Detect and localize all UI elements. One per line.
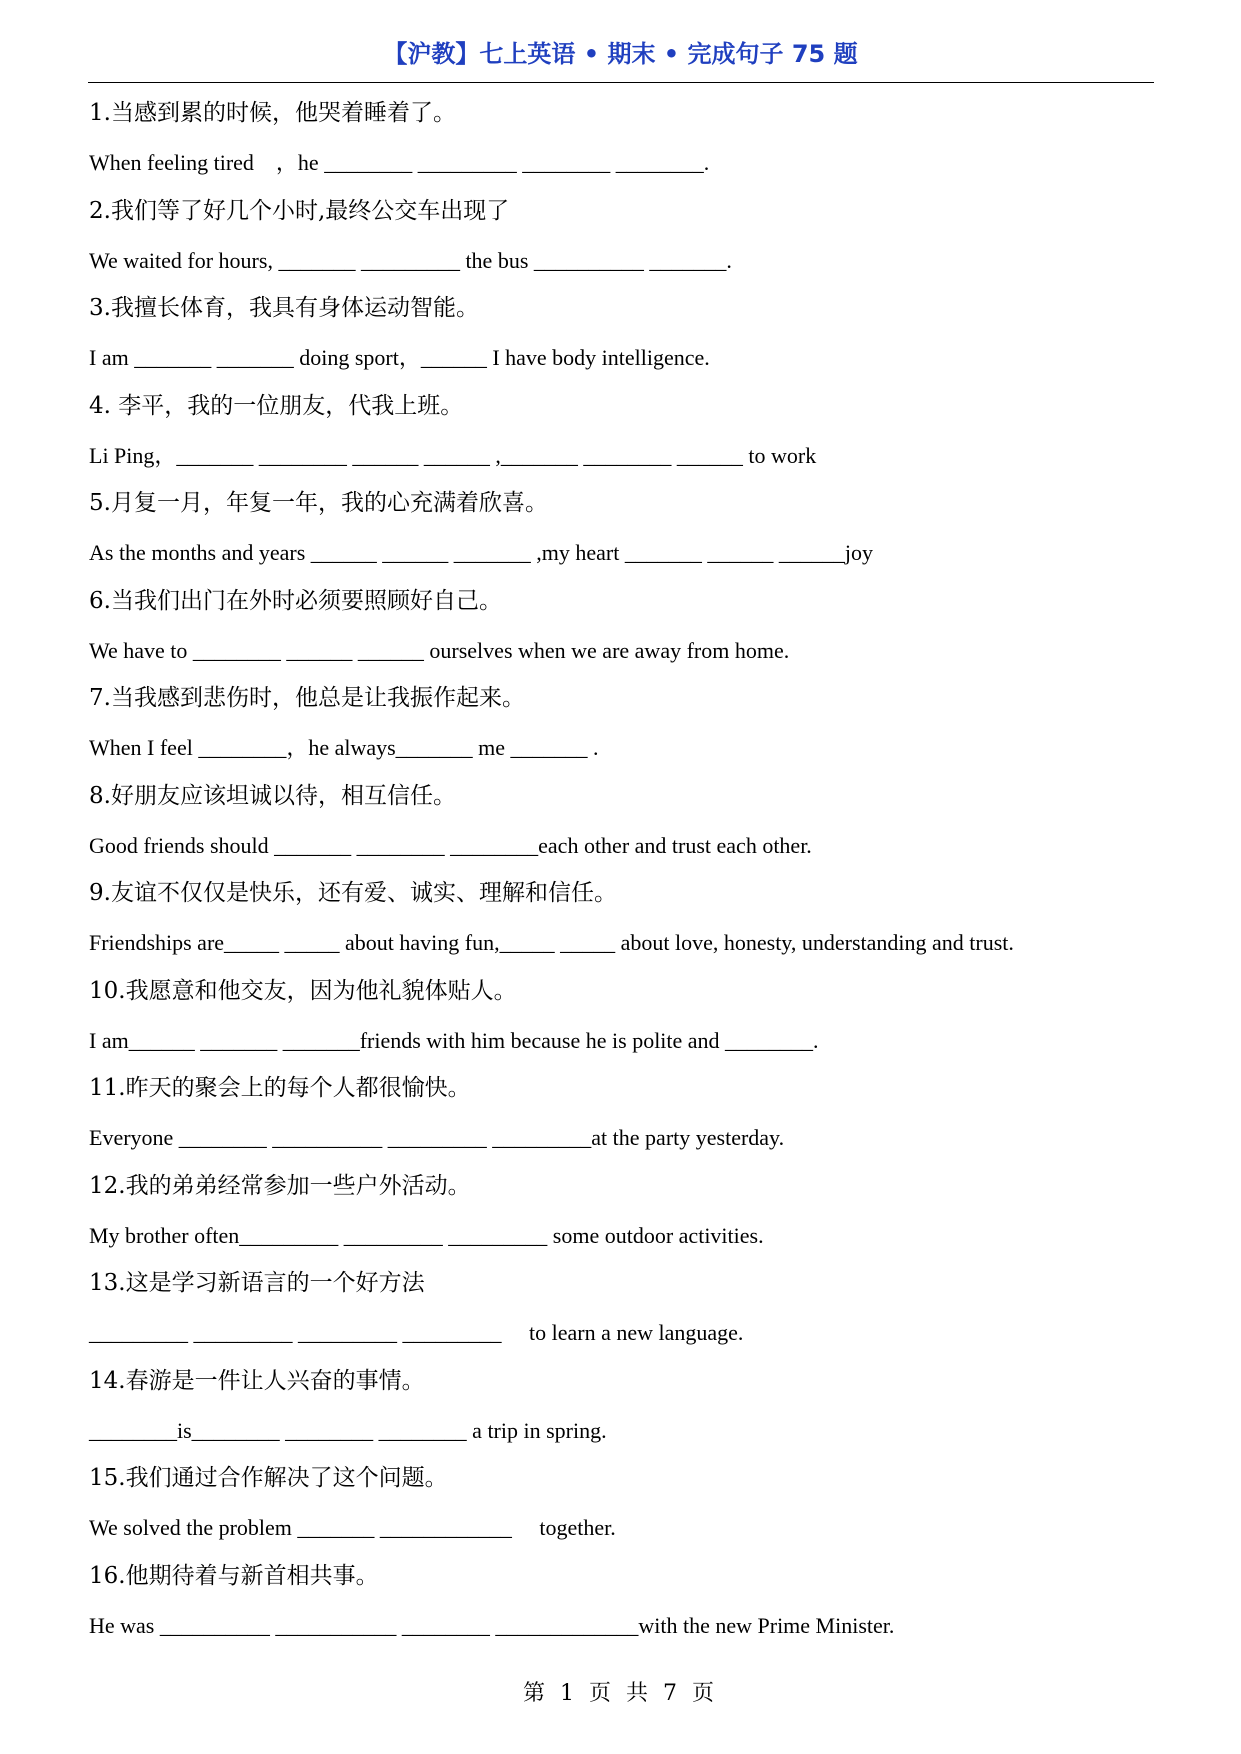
question-chinese: 12.我的弟弟经常参加一些户外活动。 — [89, 1172, 471, 1199]
question-english: Friendships are_____ _____ about having fun,_____ _____ about love, honesty, understanding and trust. — [89, 930, 1014, 955]
question-english: ________is________ ________ ________ a trip in spring. — [89, 1417, 607, 1443]
question-list — [89, 98, 1169, 1658]
question-chinese: 9.友谊不仅仅是快乐，还有爱、诚实、理解和信任。 — [89, 880, 617, 906]
question-english: My brother often_________ _________ _________ some outdoor activities. — [89, 1222, 764, 1248]
question-chinese: 4. 李平，我的一位朋友，代我上班。 — [89, 392, 464, 419]
question-english: Good friends should _______ ________ ________each other and trust each other. — [89, 832, 812, 858]
question-item — [89, 293, 1169, 391]
question-english: I am _______ _______ doing sport，______ I have body intelligence. — [89, 345, 710, 370]
question-item — [89, 1268, 1169, 1366]
question-chinese: 14.春游是一件让人兴奋的事情。 — [89, 1367, 425, 1394]
question-item — [89, 1366, 1169, 1464]
question-item — [89, 586, 1169, 684]
question-chinese: 5.月复一月，年复一年，我的心充满着欣喜。 — [89, 490, 548, 516]
question-item — [89, 1463, 1169, 1561]
header-divider — [88, 82, 1154, 83]
page-number-footer: 第 1 页 共 7 页 — [523, 1681, 718, 1706]
question-item — [89, 488, 1169, 586]
question-chinese: 16.他期待着与新首相共事。 — [89, 1562, 379, 1589]
question-chinese: 13.这是学习新语言的一个好方法 — [89, 1270, 425, 1296]
question-item — [89, 1561, 1169, 1659]
question-chinese: 10.我愿意和他交友，因为他礼貌体贴人。 — [89, 977, 517, 1004]
question-chinese: 3.我擅长体育，我具有身体运动智能。 — [89, 295, 479, 321]
question-item — [89, 1171, 1169, 1269]
question-chinese: 8.好朋友应该坦诚以待，相互信任。 — [89, 782, 456, 809]
question-chinese: 2.我们等了好几个小时,最终公交车出现了 — [89, 197, 510, 224]
question-english: I am______ _______ _______friends with him because he is polite and ________. — [89, 1027, 819, 1053]
question-english: When feeling tired ，he ________ _________ ________ ________. — [89, 150, 710, 175]
question-chinese: 7.当我感到悲伤时，他总是让我振作起来。 — [89, 685, 525, 711]
question-english: We have to ________ ______ ______ ourselves when we are away from home. — [89, 637, 790, 663]
question-item — [89, 391, 1169, 489]
question-english: Everyone ________ __________ _________ _________at the party yesterday. — [89, 1125, 785, 1150]
question-english: As the months and years ______ ______ _______ ,my heart _______ ______ ______joy — [89, 540, 873, 565]
question-english: When I feel ________，he always_______ me _______ . — [89, 735, 599, 760]
question-english: We solved the problem _______ ____________ together. — [89, 1515, 616, 1540]
question-item — [89, 196, 1169, 294]
question-english: _________ _________ _________ _________ to learn a new language. — [89, 1320, 744, 1345]
question-chinese: 1.当感到累的时候，他哭着睡着了。 — [89, 100, 456, 126]
page-header-title: 【沪教】七上英语 • 期末 • 完成句子 75 题 — [383, 40, 858, 68]
question-english: He was __________ ___________ ________ _____________with the new Prime Minister. — [89, 1612, 895, 1638]
question-chinese: 11.昨天的聚会上的每个人都很愉快。 — [89, 1075, 471, 1101]
question-item — [89, 1073, 1169, 1171]
question-item — [89, 98, 1169, 196]
question-item — [89, 976, 1169, 1074]
question-chinese: 6.当我们出门在外时必须要照顾好自己。 — [89, 587, 502, 614]
question-item — [89, 781, 1169, 879]
question-item — [89, 878, 1169, 976]
question-item — [89, 683, 1169, 781]
question-english: Li Ping，_______ ________ ______ ______ ,_______ ________ ______ to work — [89, 442, 817, 468]
question-chinese: 15.我们通过合作解决了这个问题。 — [89, 1465, 448, 1491]
question-english: We waited for hours, _______ _________ the bus __________ _______. — [89, 247, 732, 273]
